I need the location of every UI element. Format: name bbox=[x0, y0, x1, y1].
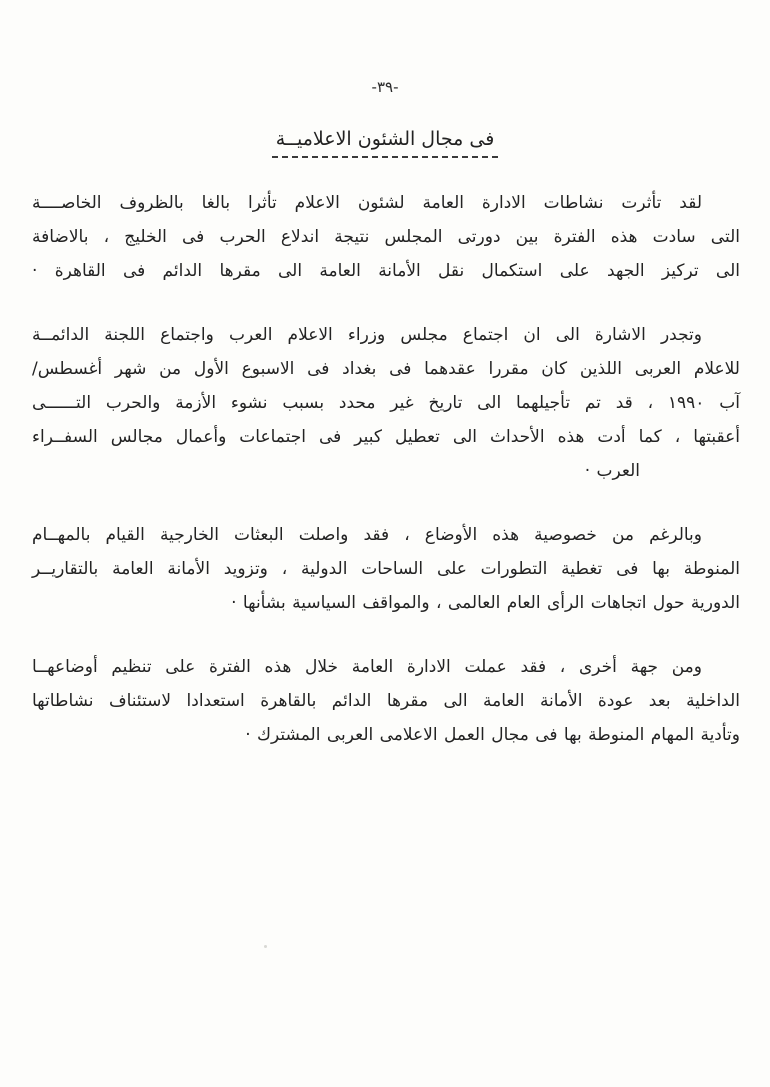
paragraph-line: المنوطة بها فى تغطية التطورات على الساحات الدولية ، وتزويد الأمانة العامة بالتقاريــر bbox=[32, 559, 740, 579]
paragraph-line: العرب · bbox=[584, 461, 640, 481]
page-number: -٣٩- bbox=[371, 78, 399, 96]
paragraph-line: لقد تأثرت نشاطات الادارة العامة لشئون الاعلام تأثرا بالغا بالظروف الخاصــــة bbox=[32, 193, 702, 213]
paragraph-line: الداخلية بعد عودة الأمانة العامة الى مقرها الدائم بالقاهرة استعدادا لاستئناف نشاطاتها bbox=[32, 691, 740, 711]
paragraph-line: وتجدر الاشارة الى ان اجتماع مجلس وزراء الاعلام العرب واجتماع اللجنة الدائمــة bbox=[32, 325, 702, 345]
title-container bbox=[0, 128, 770, 158]
document-body bbox=[32, 186, 740, 782]
paragraph-line: الدورية حول اتجاهات الرأى العام العالمى ، والمواقف السياسية بشأنها · bbox=[231, 593, 740, 613]
paragraph-1 bbox=[32, 186, 740, 288]
paragraph-3 bbox=[32, 518, 740, 620]
scan-artifact-speck bbox=[264, 945, 267, 948]
paragraph-line: التى سادت هذه الفترة بين دورتى المجلس نتيجة اندلاع الحرب فى الخليج ، بالاضافة bbox=[32, 227, 740, 247]
paragraph-line: أعقبتها ، كما أدت هذه الأحداث الى تعطيل كبير فى اجتماعات وأعمال مجالس السفــراء bbox=[32, 427, 740, 447]
paragraph-line: ومن جهة أخرى ، فقد عملت الادارة العامة خلال هذه الفترة على تنظيم أوضاعهــا bbox=[32, 657, 702, 677]
paragraph-line: وتأدية المهام المنوطة بها فى مجال العمل الاعلامى العربى المشترك · bbox=[245, 725, 740, 745]
paragraph-4 bbox=[32, 650, 740, 752]
paragraph-line: آب ١٩٩٠ ، قد تم تأجيلهما الى تاريخ غير محدد بسبب نشوء الأزمة والحرب التــــــى bbox=[32, 393, 740, 413]
section-title: فى مجال الشئون الاعلاميــة bbox=[272, 128, 499, 158]
paragraph-line: للاعلام العربى اللذين كان مقررا عقدهما فى بغداد فى الاسبوع الأول من شهر أغسطس/ bbox=[32, 359, 740, 379]
paragraph-2 bbox=[32, 318, 740, 488]
paragraph-line: وبالرغم من خصوصية هذه الأوضاع ، فقد واصلت البعثات الخارجية القيام بالمهــام bbox=[32, 525, 702, 545]
paragraph-line: الى تركيز الجهد على استكمال نقل الأمانة العامة الى مقرها الدائم فى القاهرة · bbox=[32, 261, 740, 281]
